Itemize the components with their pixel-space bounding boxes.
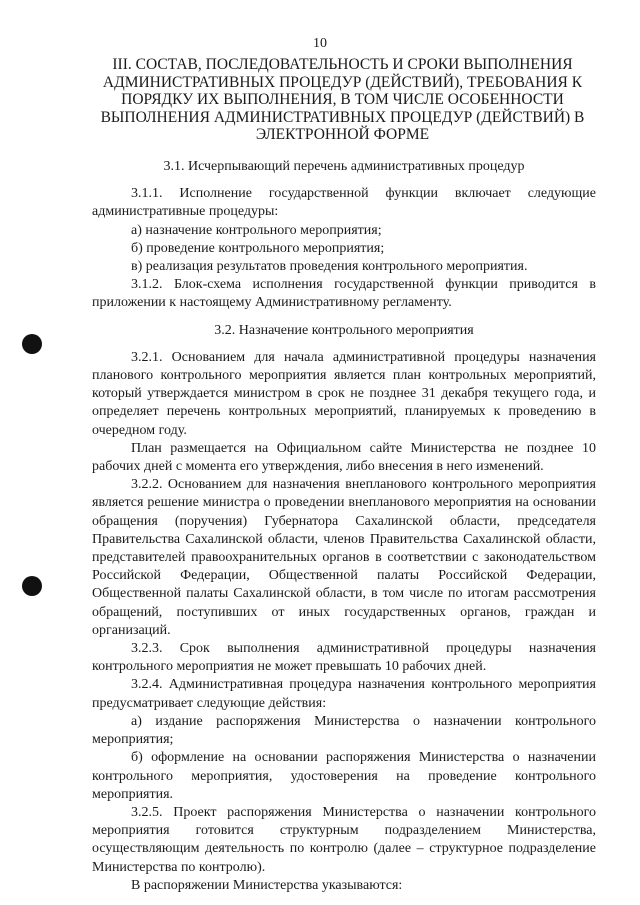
paragraph: 3.2.3. Срок выполнения административной процедуры назначения контрольного мероприятия не может превышать 10 рабочих дней.: [92, 641, 596, 675]
paragraph: 3.2.1. Основанием для начала административной процедуры назначения планового контрольного мероприятия является план контрольных мероприятий, который утверждается министром в срок не позднее 31 декабря текущего года, и определяет перечень контрольных мероприятий, планируемых к проведению в очередном году.: [92, 349, 596, 438]
list-item: в) реализация результатов проведения контрольного мероприятия.: [131, 259, 528, 275]
paragraph: План размещается на Официальном сайте Министерства не позднее 10 рабочих дней с момента его утверждения, либо внесения в него изменений.: [92, 440, 596, 475]
paragraph: 3.2.4. Административная процедура назначения контрольного мероприятия предусматривает следующие действия:: [92, 677, 596, 711]
subsection-heading: 3.1. Исчерпывающий перечень административных процедур: [163, 159, 525, 174]
list-item: б) проведение контрольного мероприятия;: [131, 240, 385, 256]
paragraph: 3.1.1. Исполнение государственной функции включает следующие административные процедуры:: [92, 186, 596, 220]
document-body: [92, 158, 596, 895]
list-item: а) издание распоряжения Министерства о назначении контрольного мероприятия;: [92, 713, 596, 748]
paragraph: В распоряжении Министерства указываются:: [131, 877, 403, 893]
subsection-heading: 3.2. Назначение контрольного мероприятия: [214, 322, 474, 338]
paragraph: 3.2.5. Проект распоряжения Министерства о назначении контрольного мероприятия готовится структурным подразделением Министерства, осуществляющим деятельность по контролю (далее – структурное подразделение Министерства по контролю).: [92, 804, 596, 875]
punch-hole: [22, 576, 42, 596]
page-number: 10: [313, 36, 327, 51]
punch-hole: [22, 334, 42, 354]
section-title: III. СОСТАВ, ПОСЛЕДОВАТЕЛЬНОСТЬ И СРОКИ ВЫПОЛНЕНИЯ АДМИНИСТРАТИВНЫХ ПРОЦЕДУР (ДЕЙСТВИЙ), ТРЕБОВАНИЯ К ПОРЯДКУ ИХ ВЫПОЛНЕНИЯ, В ТОМ ЧИСЛЕ ОСОБЕННОСТИ ВЫПОЛНЕНИЯ АДМИНИСТРАТИВНЫХ ПРОЦЕДУР (ДЕЙСТВИЙ) В ЭЛЕКТРОННОЙ ФОРМЕ: [100, 56, 585, 144]
list-item: а) назначение контрольного мероприятия;: [131, 222, 382, 238]
list-item: б) оформление на основании распоряжения Министерства о назначении контрольного мероприятия, удостоверения на проведение контрольного мероприятия.: [92, 750, 596, 802]
paragraph: 3.1.2. Блок-схема исполнения государственной функции приводится в приложении к настоящему Административному регламенту.: [92, 277, 596, 311]
paragraph: 3.2.2. Основанием для назначения внепланового контрольного мероприятия является решение министра о проведении внепланового мероприятия на основании обращения (поручения) Губернатора Сахалинской области, председателя Правительства Сахалинской области, членов Правительства Сахалинской области, представителей правоохранительных органов в соответствии с законодательством Российской Федерации, Общественной палаты Российской Федерации, Общественной палаты Сахалинской области, в том числе по итогам рассмотрения обращений, поступивших от иных государственных органов, граждан и организаций.: [92, 477, 596, 638]
